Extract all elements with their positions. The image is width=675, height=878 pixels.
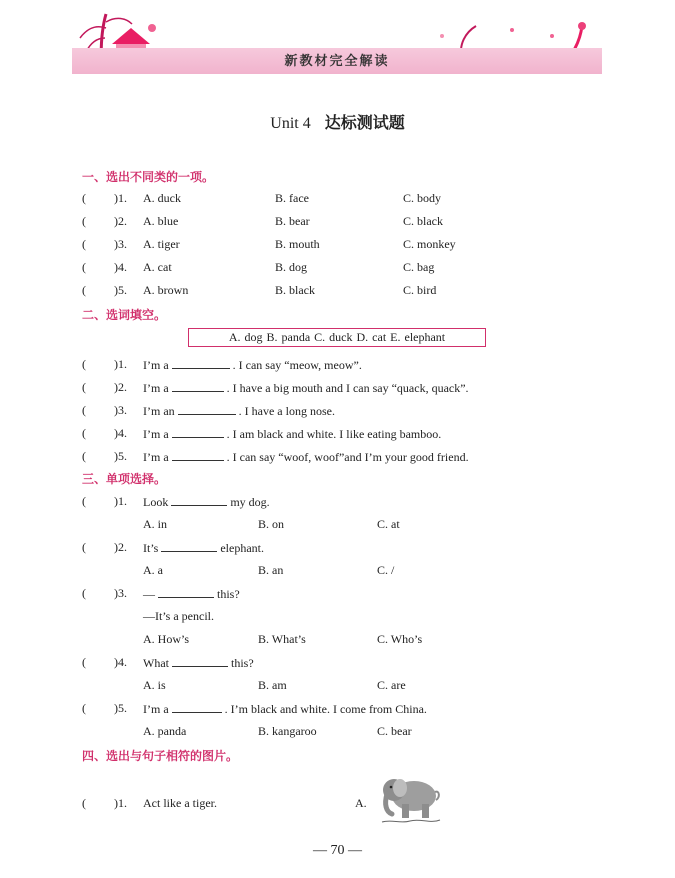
option-a: A. panda [143, 724, 187, 738]
question-number: 3. [118, 237, 127, 251]
answer-paren-open: ( [82, 380, 86, 394]
answer-paren-close: ) [114, 357, 118, 371]
answer-paren-open: ( [82, 403, 86, 417]
text-before-blank: I’m a [143, 358, 169, 372]
question-number: 5. [118, 283, 127, 297]
answer-paren-close: ) [114, 426, 118, 440]
option-b: B. kangaroo [258, 724, 317, 738]
option-c: C. bird [403, 283, 437, 297]
option-b: B. dog [275, 260, 308, 274]
answer-paren-open: ( [82, 655, 86, 669]
question-number: 2. [118, 540, 127, 554]
answer-paren-close: ) [114, 283, 118, 297]
answer-paren-close: ) [114, 796, 118, 810]
question-number: 3. [118, 403, 127, 417]
option-a: A. brown [143, 283, 189, 297]
header-title: 新教材完全解读 [284, 54, 390, 69]
option-b: B. What’s [258, 632, 306, 646]
option-c: C. bag [403, 260, 435, 274]
question-text [143, 700, 427, 717]
question-number: 3. [118, 586, 127, 600]
option-b: B. bear [275, 214, 310, 228]
question-number: 2. [118, 214, 127, 228]
option-a: A. cat [143, 260, 172, 274]
answer-paren-open: ( [82, 237, 86, 251]
option-a: A. is [143, 678, 166, 692]
question-number: 4. [118, 426, 127, 440]
question-text [143, 402, 335, 419]
answer-paren-close: ) [114, 449, 118, 463]
dialogue-answer: —It’s a pencil. [143, 609, 214, 623]
option-c: C. black [403, 214, 443, 228]
option-a: A. in [143, 517, 167, 531]
option-c: C. are [377, 678, 406, 692]
answer-paren-open: ( [82, 260, 86, 274]
answer-paren-open: ( [82, 283, 86, 297]
answer-paren-open: ( [82, 191, 86, 205]
answer-paren-close: ) [114, 191, 118, 205]
page-title [0, 110, 675, 133]
answer-blank[interactable] [172, 356, 230, 369]
answer-blank[interactable] [178, 402, 236, 415]
answer-blank[interactable] [158, 585, 214, 598]
answer-paren-close: ) [114, 540, 118, 554]
option-a: A. blue [143, 214, 179, 228]
answer-paren-close: ) [114, 237, 118, 251]
option-a: A. tiger [143, 237, 180, 251]
test-title: 达标测试题 [324, 113, 405, 132]
text-after-blank: . I have a long nose. [238, 404, 335, 418]
text-before-blank: I’m a [143, 702, 169, 716]
question-number: 2. [118, 380, 127, 394]
section1-heading: 一、选出不同类的一项。 [82, 170, 215, 184]
answer-paren-open: ( [82, 426, 86, 440]
option-b: B. on [258, 517, 285, 531]
text-after-blank: . I’m black and white. I come from China. [224, 702, 427, 716]
question-number: 5. [118, 449, 127, 463]
text-after-blank: . I can say “meow, meow”. [232, 358, 362, 372]
section2-heading: 二、选词填空。 [82, 308, 167, 322]
question-number: 1. [118, 494, 127, 508]
text-after-blank: elephant. [220, 541, 264, 555]
text-before-blank: Look [143, 495, 169, 509]
answer-blank[interactable] [171, 493, 227, 506]
page-header [72, 8, 602, 76]
option-b: B. an [258, 563, 284, 577]
answer-blank[interactable] [172, 379, 224, 392]
answer-paren-open: ( [82, 214, 86, 228]
question-number: 1. [118, 191, 127, 205]
text-before-blank: What [143, 656, 169, 670]
answer-paren-open: ( [82, 540, 86, 554]
question-text [143, 425, 441, 442]
question-text: Act like a tiger. [143, 796, 217, 810]
text-after-blank: . I am black and white. I like eating bamboo. [226, 427, 442, 441]
text-before-blank: I’m a [143, 427, 169, 441]
option-a: A. How’s [143, 632, 190, 646]
option-c: C. / [377, 563, 395, 577]
question-text [143, 539, 264, 556]
question-number: 5. [118, 701, 127, 715]
answer-blank[interactable] [161, 539, 217, 552]
question-number: 1. [118, 357, 127, 371]
answer-paren-open: ( [82, 796, 86, 810]
question-text [143, 448, 469, 465]
answer-paren-close: ) [114, 380, 118, 394]
answer-blank[interactable] [172, 425, 224, 438]
answer-paren-close: ) [114, 214, 118, 228]
text-before-blank: I’m a [143, 381, 169, 395]
text-after-blank: . I can say “woof, woof”and I’m your good friend. [226, 450, 469, 464]
picture-option-label: A. [355, 796, 367, 810]
elephant-picture-icon [378, 770, 442, 826]
word-bank-box: A. dog B. panda C. duck D. cat E. elephant [188, 328, 486, 347]
answer-paren-close: ) [114, 701, 118, 715]
option-c: C. Who’s [377, 632, 423, 646]
option-c: C. at [377, 517, 400, 531]
text-before-blank: I’m an [143, 404, 175, 418]
answer-paren-close: ) [114, 655, 118, 669]
answer-paren-close: ) [114, 494, 118, 508]
text-after-blank: . I have a big mouth and I can say “quack, quack”. [226, 381, 469, 395]
answer-paren-close: ) [114, 586, 118, 600]
question-number: 4. [118, 260, 127, 274]
text-before-blank: — [143, 587, 155, 601]
answer-paren-close: ) [114, 403, 118, 417]
question-text [143, 356, 362, 373]
answer-paren-open: ( [82, 449, 86, 463]
answer-paren-open: ( [82, 586, 86, 600]
option-a: A. duck [143, 191, 181, 205]
text-before-blank: It’s [143, 541, 159, 555]
question-text [143, 654, 254, 671]
answer-paren-open: ( [82, 701, 86, 715]
question-text [143, 585, 240, 602]
text-after-blank: this? [231, 656, 254, 670]
question-number: 1. [118, 796, 127, 810]
section3-heading: 三、单项选择。 [82, 472, 167, 486]
text-after-blank: my dog. [230, 495, 270, 509]
answer-blank[interactable] [172, 654, 228, 667]
text-after-blank: this? [217, 587, 240, 601]
answer-paren-close: ) [114, 260, 118, 274]
option-c: C. monkey [403, 237, 456, 251]
option-c: C. bear [377, 724, 412, 738]
option-b: B. am [258, 678, 287, 692]
section4-heading: 四、选出与句子相符的图片。 [82, 749, 239, 763]
option-a: A. a [143, 563, 163, 577]
option-b: B. face [275, 191, 309, 205]
answer-blank[interactable] [172, 448, 224, 461]
question-text [143, 379, 469, 396]
page-number: — 70 — [313, 843, 362, 858]
text-before-blank: I’m a [143, 450, 169, 464]
option-b: B. mouth [275, 237, 320, 251]
question-text [143, 493, 270, 510]
answer-paren-open: ( [82, 357, 86, 371]
unit-label: Unit 4 [270, 115, 311, 132]
answer-blank[interactable] [172, 700, 222, 713]
question-number: 4. [118, 655, 127, 669]
answer-paren-open: ( [82, 494, 86, 508]
option-b: B. black [275, 283, 315, 297]
option-c: C. body [403, 191, 442, 205]
